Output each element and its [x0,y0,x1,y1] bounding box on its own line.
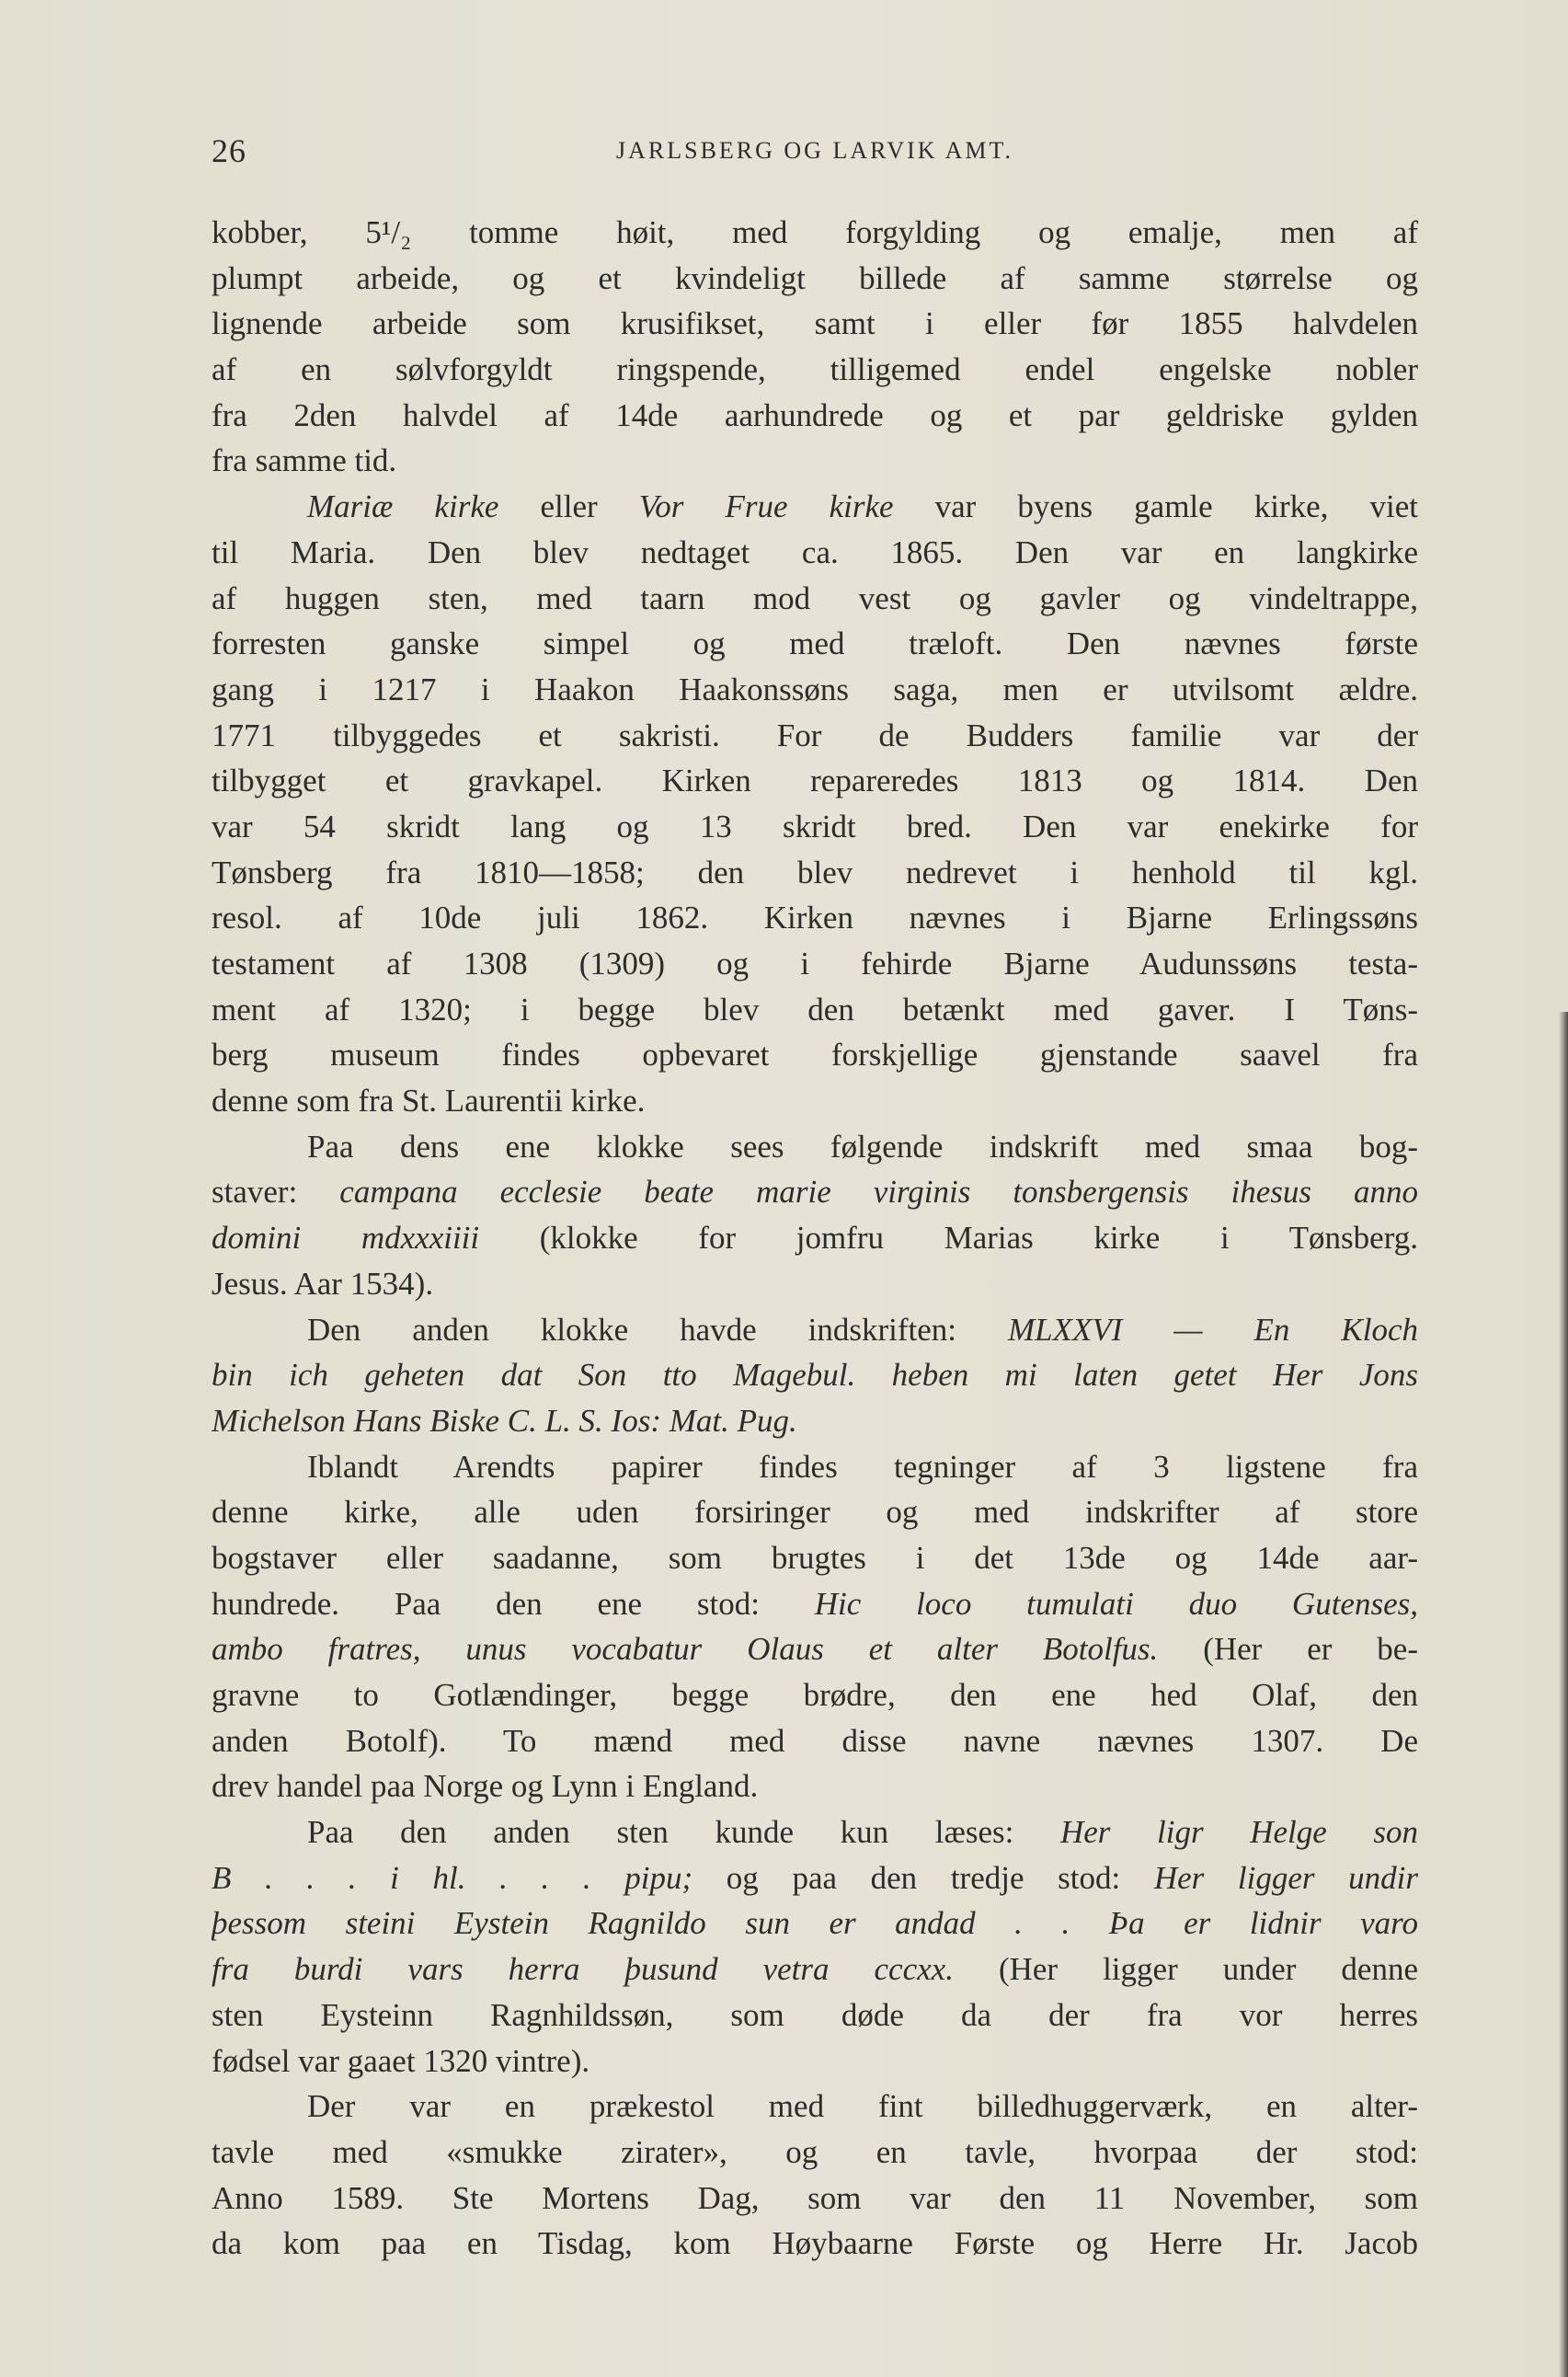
text-line [212,713,1418,759]
text-segment: denne kirke, alle uden forsiringer og med indskrifter af store [212,1494,1418,1531]
italic-text: bin ich geheten dat Son tto Magebul. heben mi laten getet Her Jons [212,1357,1418,1394]
italic-text: MLXXVI — En Kloch [1008,1311,1418,1348]
text-segment: anden Botolf). To mænd med disse navne nævnes 1307. De [212,1722,1418,1759]
italic-text: ambo fratres, unus vocabatur Olaus et alter Botolfus. [212,1631,1159,1668]
text-segment: til Maria. Den blev nedtaget ca. 1865. Den var en langkirke [212,534,1418,570]
text-segment: berg museum findes opbevaret forskjellige gjenstande saavel fra [212,1037,1418,1074]
text-line [212,210,1418,256]
text-segment: fra samme tid. [212,442,397,479]
text-line [212,2084,1418,2130]
italic-text: fra burdi vars herra þusund vetra cccxx. [212,1951,954,1988]
italic-text: þessom steini Eystein Ragnildo sun er andad . . Þa er lidnir varo [212,1905,1418,1942]
text-line [212,895,1418,941]
italic-text: Michelson Hans Biske C. L. S. Ios: Mat. Pug. [212,1402,797,1439]
text-segment: gang i 1217 i Haakon Haakonssøns saga, men er utvilsomt ældre. [212,671,1418,707]
text-line [212,1535,1418,1581]
italic-text: domini mdxxxiiii [212,1220,480,1257]
text-segment: var byens gamle kirke, viet [893,488,1418,525]
text-segment: Anno 1589. Ste Mortens Dag, som var den 11 November, som [212,2179,1418,2216]
text-line [212,1626,1418,1672]
italic-text: Her ligr Helge son [1059,1814,1418,1851]
italic-text: Vor Frue kirke [638,488,894,525]
text-line [212,2221,1418,2267]
text-line [212,1946,1418,1992]
text-line [212,1763,1418,1809]
text-segment: Iblandt Arendts papirer findes tegninger af 3 ligstene fra [307,1448,1418,1485]
text-line [212,621,1418,667]
text-segment: Tønsberg fra 1810—1858; den blev nedrevet i henhold til kgl. [212,854,1418,890]
body-text [212,210,1418,2267]
text-segment: hundrede. Paa den ene stod: [212,1585,815,1622]
text-line [212,347,1418,393]
italic-text: Her ligger undir [1153,1859,1418,1896]
text-segment: sten Eysteinn Ragnhildssøn, som døde da der fra vor herres [212,1996,1418,2033]
text-line [212,2176,1418,2222]
text-line [212,1352,1418,1398]
text-segment: (Her ligger under denne [953,1951,1418,1988]
text-segment: (Her er be- [1158,1631,1418,1668]
text-line [212,667,1418,713]
text-segment: bogstaver eller saadanne, som brugtes i det 13de og 14de aar- [212,1539,1418,1576]
running-head: JARLSBERG OG LARVIK AMT. [615,137,1013,164]
text-segment: af huggen sten, med taarn mod vest og gavler og vindeltrappe, [212,580,1418,616]
text-segment: eller [498,488,639,525]
page-edge-shadow [1559,1012,1568,2377]
text-line [212,1398,1418,1444]
text-line [212,1261,1418,1307]
italic-text: B . . . i hl. . . . pipu; [212,1859,693,1896]
text-segment: drev handel paa Norge og Lynn i England. [212,1768,759,1805]
text-segment: testament af 1308 (1309) og i fehirde Bjarne Audunssøns testa- [212,946,1418,982]
text-line [212,2130,1418,2176]
text-segment: Jesus. Aar 1534). [212,1265,434,1302]
text-line [212,1032,1418,1078]
text-segment: fra 2den halvdel af 14de aarhundrede og et par geldriske gylden [212,396,1418,433]
text-segment: lignende arbeide som krusifikset, samt i eller før 1855 halvdelen [212,305,1418,342]
text-segment: da kom paa en Tisdag, kom Høybaarne Første og Herre Hr. Jacob [212,2225,1418,2262]
text-segment: Paa den anden sten kunde kun læses: [307,1814,1060,1851]
italic-text: campana ecclesie beate marie virginis tonsbergensis ihesus anno [339,1174,1418,1211]
text-line [212,1809,1418,1855]
text-line [212,1124,1418,1170]
text-line [212,1307,1418,1353]
italic-text: Mariæ kirke [307,488,499,525]
page-number: 26 [212,132,246,169]
text-line [212,1078,1418,1124]
text-line [212,1489,1418,1535]
text-line [212,1672,1418,1718]
text-line [212,1215,1418,1261]
text-segment: fødsel var gaaet 1320 vintre). [212,2042,590,2079]
text-line [212,1992,1418,2038]
text-line [212,1718,1418,1764]
text-segment: denne som fra St. Laurentii kirke. [212,1083,646,1120]
text-line [212,1169,1418,1215]
text-line [212,438,1418,484]
text-segment: staver: [212,1174,340,1211]
text-segment: tavle med «smukke zirater», og en tavle, hvorpaa der stod: [212,2133,1418,2170]
text-segment: plumpt arbeide, og et kvindeligt billede af samme størrelse og [212,259,1418,296]
text-line [212,256,1418,302]
text-segment: (klokke for jomfru Marias kirke i Tønsberg. [479,1220,1418,1257]
text-segment: gravne to Gotlændinger, begge brødre, den ene hed Olaf, den [212,1677,1418,1713]
text-line [212,941,1418,987]
text-segment: forresten ganske simpel og med træloft. Den nævnes første [212,626,1418,662]
text-segment: resol. af 10de juli 1862. Kirken nævnes i Bjarne Erlingssøns [212,900,1418,936]
text-line [212,758,1418,804]
text-line [212,484,1418,530]
text-segment: Den anden klokke havde indskriften: [307,1311,1009,1348]
text-segment: af en sølvforgyldt ringspende, tilligemed endel engelske nobler [212,351,1418,388]
text-segment: og paa den tredje stod: [692,1859,1154,1896]
page-header [212,132,1418,178]
text-segment: Der var en prækestol med fint billedhuggerværk, en alter- [307,2088,1418,2125]
text-line [212,1900,1418,1946]
text-segment: tilbygget et gravkapel. Kirken repareredes 1813 og 1814. Den [212,763,1418,799]
text-line [212,850,1418,896]
text-line [212,1444,1418,1490]
text-segment: ment af 1320; i begge blev den betænkt med gaver. I Tøns- [212,991,1418,1028]
text-line [212,1855,1418,1901]
text-line [212,576,1418,622]
text-line [212,804,1418,850]
text-line [212,2038,1418,2084]
text-line [212,393,1418,439]
text-segment: kobber, 5¹/₂ tomme høit, med forgylding og emalje, men af [212,214,1418,250]
text-segment: 1771 tilbyggedes et sakristi. For de Budders familie var der [212,717,1418,753]
text-segment: Paa dens ene klokke sees følgende indskrift med smaa bog- [307,1128,1418,1165]
text-segment: var 54 skridt lang og 13 skridt bred. Den var enekirke for [212,808,1418,844]
text-line [212,530,1418,576]
text-line [212,301,1418,347]
text-line [212,1581,1418,1627]
italic-text: Hic loco tumulati duo Gutenses, [814,1585,1418,1622]
text-line [212,987,1418,1033]
